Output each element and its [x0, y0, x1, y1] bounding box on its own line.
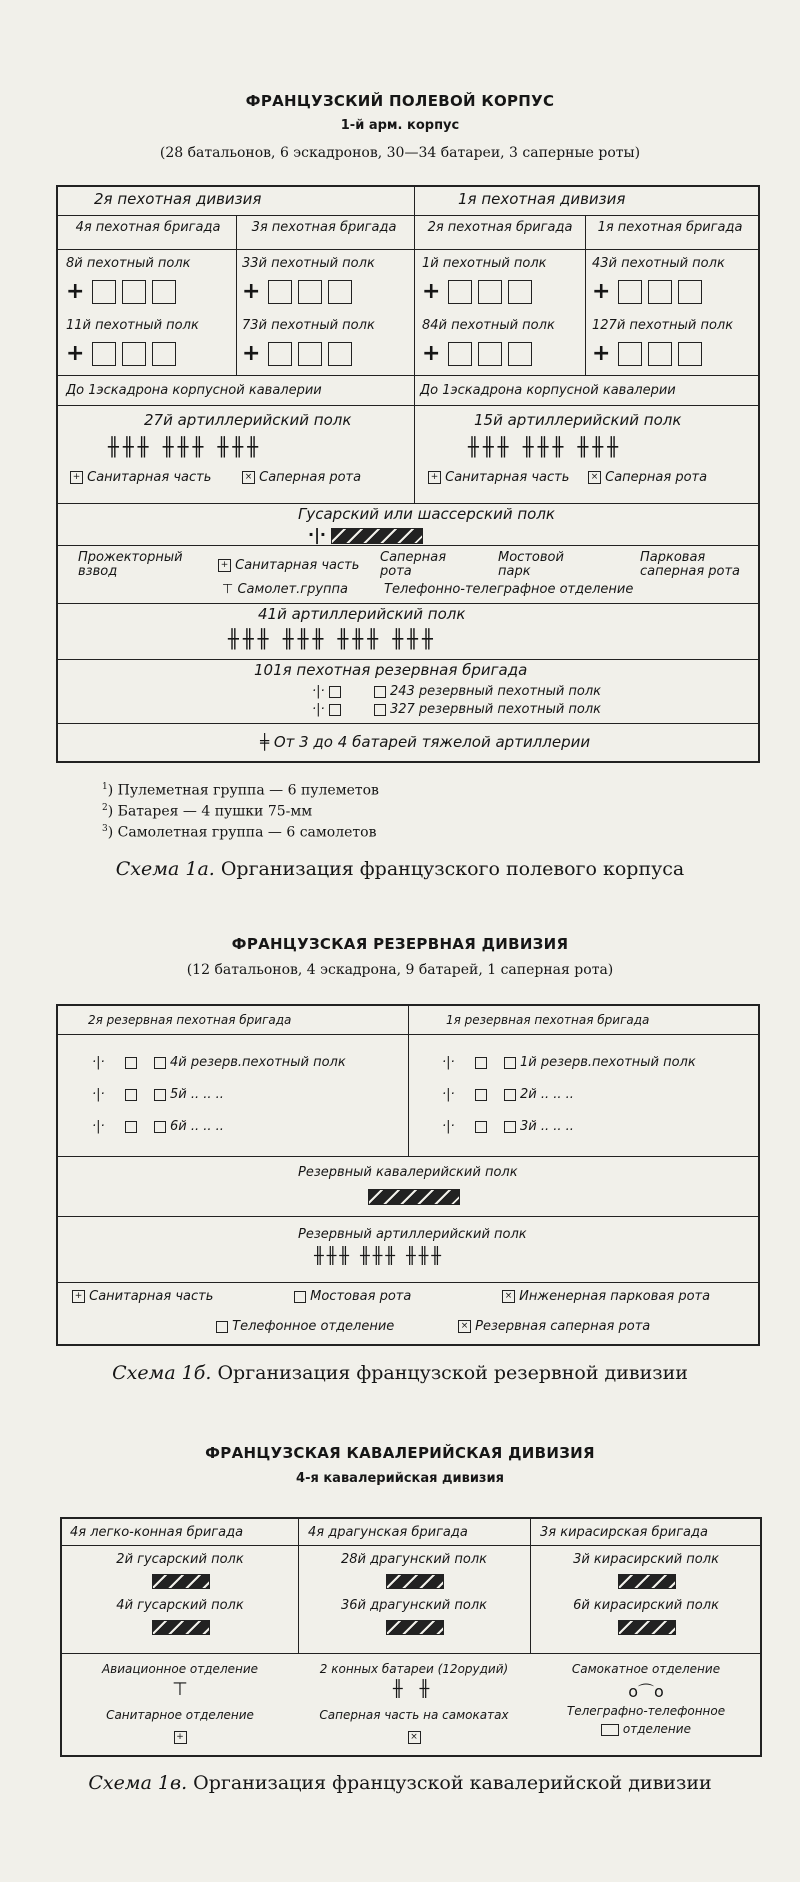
san-icon: + — [62, 1727, 298, 1746]
res-brig2: 2я резервная пехотная бригада — [88, 1013, 292, 1027]
reg-127: 127й пехотный полк — [592, 318, 734, 333]
reg-33-battalions: + — [242, 279, 358, 304]
res-reg3: ·|· 3й .. .. .. — [442, 1119, 574, 1134]
footnote-3: $^3$) Самолетная группа — 6 самолетов — [102, 824, 377, 841]
res-brig1: 1я резервная пехотная бригада — [446, 1013, 650, 1027]
res-san: + Санитарная часть — [72, 1290, 213, 1304]
cav-h4: 4й гусарский полк — [116, 1598, 244, 1613]
brig4-header: 4я пехотная бригада — [75, 220, 221, 235]
reserve-title: ФРАНЦУЗСКАЯ РЕЗЕРВНАЯ ДИВИЗИЯ — [231, 935, 569, 953]
reg-84-battalions: + — [422, 341, 538, 366]
reg-11: 11й пехотный полк — [66, 318, 199, 333]
art-15: 15й артиллерийский полк — [474, 411, 682, 429]
searchlight: Прожекторный взвод — [78, 550, 183, 579]
cav-bike: Самокатное отделение — [571, 1662, 721, 1676]
art-27: 27й артиллерийский полк — [144, 411, 352, 429]
sap-corps: Саперная рота — [380, 550, 447, 579]
avia-icon: ⊤ — [172, 1679, 188, 1700]
res-reg2: ·|· 2й .. .. .. — [442, 1087, 574, 1102]
cav-h4-squadrons — [152, 1617, 210, 1636]
corps-title: ФРАНЦУЗСКИЙ ПОЛЕВОЙ КОРПУС — [245, 92, 555, 110]
reg-1: 1й пехотный полк — [422, 256, 547, 271]
cav-tel1: Телеграфно-телефонное — [566, 1704, 726, 1718]
cavalry-title: ФРАНЦУЗСКАЯ КАВАЛЕРИЙСКАЯ ДИВИЗИЯ — [205, 1444, 595, 1462]
cav-left: До 1эскадрона корпусной кавалерии — [66, 383, 322, 398]
corps-subtitle: 1-й арм. корпус — [340, 118, 460, 133]
res-bridge: Мостовая рота — [294, 1290, 411, 1304]
caption-1b: Схема 1б. Организация французской резервной дивизии — [112, 1362, 688, 1384]
cav-d28: 28й драгунский полк — [341, 1552, 487, 1567]
cavalry-subtitle: 4-я кавалерийская дивизия — [296, 1471, 504, 1486]
san-right: + Санитарная часть — [428, 471, 569, 485]
cav-k3-squadrons — [618, 1571, 676, 1590]
sap-left: × Саперная рота — [242, 471, 361, 485]
cav-h2: 2й гусарский полк — [116, 1552, 244, 1567]
reserve-chart — [56, 1004, 760, 1346]
cavalry-chart — [60, 1517, 762, 1757]
corps-composition: (28 батальонов, 6 эскадронов, 30—34 батареи, 3 саперные роты) — [159, 145, 641, 161]
res-reg5: ·|· 5й .. .. .. — [92, 1087, 224, 1102]
air-group: ⊤ Самолет.группа — [222, 582, 349, 597]
bridge-park: Мостовой парк — [498, 550, 564, 579]
art-41: 41й артиллерийский полк — [258, 605, 466, 623]
hussar-squadrons: ·|· — [308, 525, 423, 544]
san-corps: + Санитарная часть — [218, 559, 359, 573]
res-327: ·|· 327 резервный пехотный полк — [312, 702, 602, 717]
cav-sapbike: Саперная часть на самокатах — [319, 1708, 509, 1722]
caption-1a: Схема 1а. Организация французского полевого корпуса — [115, 858, 685, 880]
res-tel: Телефонное отделение — [216, 1320, 394, 1334]
cav-k6-squadrons — [618, 1617, 676, 1636]
cav-b4: 4я легко-конная бригада — [70, 1525, 244, 1540]
reserve-composition: (12 батальонов, 4 эскадрона, 9 батарей, 1 саперная рота) — [186, 962, 614, 978]
res-cav: Резервный кавалерийский полк — [298, 1165, 518, 1180]
sapbike-icon: × — [298, 1727, 530, 1746]
cav-b4d: 4я драгунская бригада — [308, 1525, 468, 1540]
res-eng: × Инженерная парковая рота — [502, 1290, 710, 1304]
cav-b3: 3я кирасирская бригада — [540, 1525, 708, 1540]
art-27-batteries: ╫╫╫ ╫╫╫ ╫╫╫ — [108, 437, 263, 458]
san-left: + Санитарная часть — [70, 471, 211, 485]
res-243: ·|· 243 резервный пехотный полк — [312, 684, 602, 699]
cav-k6: 6й кирасирский полк — [573, 1598, 719, 1613]
art-41-batteries: ╫╫╫ ╫╫╫ ╫╫╫ ╫╫╫ — [228, 629, 437, 650]
hussar-label: Гусарский или шассерский полк — [298, 505, 555, 523]
sap-right: × Саперная рота — [588, 471, 707, 485]
reg-84: 84й пехотный полк — [422, 318, 555, 333]
div2-header: 2я пехотная дивизия — [94, 190, 262, 208]
heavy-artillery: ╪ От 3 до 4 батарей тяжелой артиллерии — [260, 733, 591, 751]
art-15-batteries: ╫╫╫ ╫╫╫ ╫╫╫ — [468, 437, 623, 458]
park-company: Парковая саперная рота — [640, 550, 741, 579]
div1-header: 1я пехотная дивизия — [458, 190, 626, 208]
cav-avia: Авиационное отделение — [101, 1662, 259, 1676]
bike-icon: o⌒o — [628, 1682, 664, 1701]
cav-d28-squadrons — [386, 1571, 444, 1590]
footnote-2: $^2$) Батарея — 4 пушки 75-мм — [102, 803, 313, 820]
brig3-header: 3я пехотная бригада — [251, 220, 397, 235]
batt-icon: ╫ ╫ — [392, 1679, 436, 1698]
res-cav-squadrons — [368, 1186, 460, 1205]
res-sap: × Резервная саперная рота — [458, 1320, 650, 1334]
cav-h2-squadrons — [152, 1571, 210, 1590]
footnote-1: $^1$) Пулеметная группа — 6 пулеметов — [102, 782, 379, 799]
cav-tel2: отделение — [530, 1723, 762, 1736]
reg-127-battalions: + — [592, 341, 708, 366]
res-art-batteries: ╫╫╫ ╫╫╫ ╫╫╫ — [314, 1246, 444, 1265]
cav-k3: 3й кирасирский полк — [573, 1552, 719, 1567]
reg-8: 8й пехотный полк — [66, 256, 191, 271]
reg-73: 73й пехотный полк — [242, 318, 375, 333]
res-brigade: 101я пехотная резервная бригада — [254, 661, 528, 679]
reg-8-battalions: + — [66, 279, 182, 304]
tel-corps: Телефонно-телеграфное отделение — [384, 582, 634, 597]
cav-right: До 1эскадрона корпусной кавалерии — [420, 383, 676, 398]
cav-batt: 2 конных батареи (12орудий) — [319, 1662, 509, 1676]
cav-san: Санитарное отделение — [106, 1708, 254, 1722]
brig2-header: 2я пехотная бригада — [427, 220, 573, 235]
reg-33: 33й пехотный полк — [242, 256, 375, 271]
res-reg6: ·|· 6й .. .. .. — [92, 1119, 224, 1134]
res-reg1: ·|· 1й резерв.пехотный полк — [442, 1055, 696, 1070]
res-art: Резервный артиллерийский полк — [298, 1227, 527, 1242]
corps-chart — [56, 185, 760, 763]
caption-1v: Схема 1в. Организация французской кавалерийской дивизии — [88, 1772, 712, 1794]
brig1-header: 1я пехотная бригада — [597, 220, 743, 235]
reg-43: 43й пехотный полк — [592, 256, 725, 271]
cav-d36: 36й драгунский полк — [341, 1598, 487, 1613]
cav-d36-squadrons — [386, 1617, 444, 1636]
reg-73-battalions: + — [242, 341, 358, 366]
reg-1-battalions: + — [422, 279, 538, 304]
res-reg4: ·|· 4й резерв.пехотный полк — [92, 1055, 346, 1070]
reg-11-battalions: + — [66, 341, 182, 366]
reg-43-battalions: + — [592, 279, 708, 304]
